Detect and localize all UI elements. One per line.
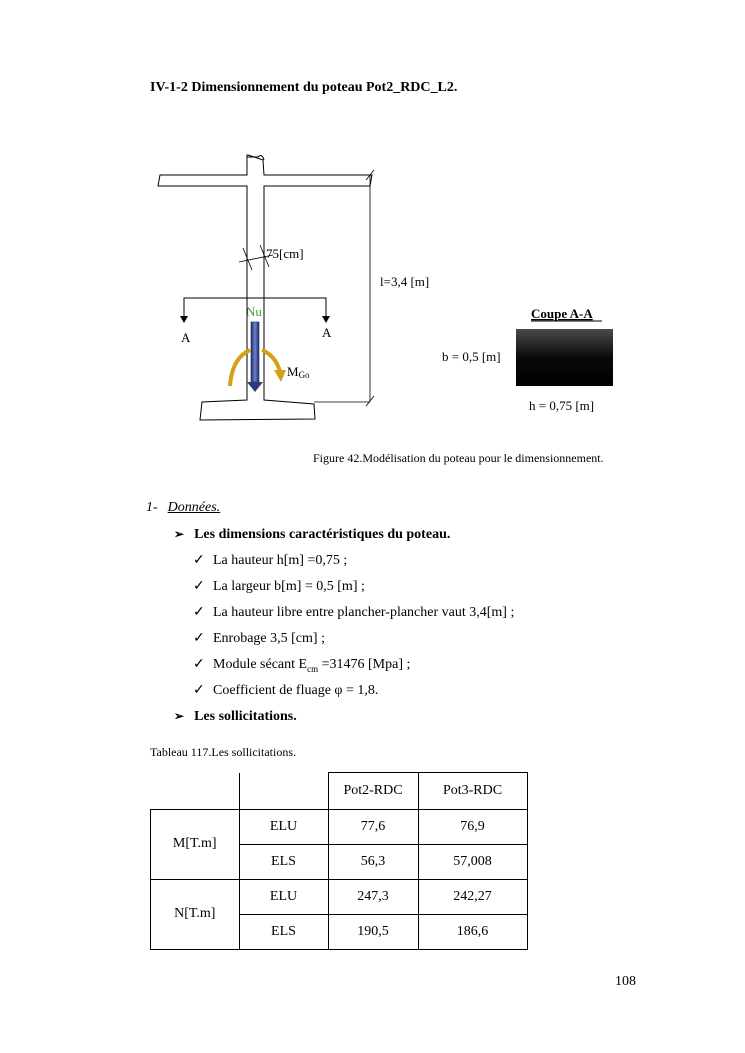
section-heading xyxy=(146,500,220,516)
check-item xyxy=(193,578,365,595)
module-value: =31476 [Mpa] ; xyxy=(318,657,411,672)
table-caption: Tableau 117.Les sollicitations. xyxy=(150,745,297,759)
check-item-label: Coefficient de fluage φ = 1,8. xyxy=(213,683,379,698)
check-item-label: La largeur b[m] = 0,5 [m] ; xyxy=(213,579,365,594)
section-mark-left: A xyxy=(181,330,191,345)
moment-arrow-head xyxy=(274,370,286,382)
bullet-sollicitations-label: Les sollicitations. xyxy=(194,709,297,724)
bullet-dimensions xyxy=(174,527,450,543)
check-icon: ✓ xyxy=(193,579,205,594)
column-header: Pot3-RDC xyxy=(418,773,527,810)
section-arrow-left xyxy=(180,316,188,323)
b-dimension-label: b = 0,5 [m] xyxy=(442,349,501,364)
table-header-row xyxy=(151,773,528,810)
module-label: Module sécant E xyxy=(213,657,308,672)
value-cell: 242,27 xyxy=(418,879,527,914)
section-title: Données. xyxy=(167,500,221,515)
page-number: 108 xyxy=(615,974,636,989)
value-cell: 76,9 xyxy=(418,809,527,844)
bullet-dimensions-label: Les dimensions caractéristiques du poteau. xyxy=(194,527,451,542)
section-mark-right: A xyxy=(322,325,332,340)
state-cell: ELU xyxy=(239,879,328,914)
cross-section xyxy=(516,329,613,386)
moment-arc-right xyxy=(262,350,280,372)
check-icon: ✓ xyxy=(193,605,205,620)
page-heading: IV-1-2 Dimensionnement du poteau Pot2_RDC_L2. xyxy=(150,80,458,95)
value-cell: 186,6 xyxy=(418,914,527,949)
sollicitations-table xyxy=(150,772,528,950)
check-item-label: La hauteur h[m] =0,75 ; xyxy=(213,553,348,568)
check-item xyxy=(193,682,378,699)
section-title: Coupe A-A xyxy=(531,306,593,321)
column-header: Pot2-RDC xyxy=(328,773,418,810)
column-outline xyxy=(158,155,372,420)
state-cell: ELU xyxy=(239,809,328,844)
force-arrow-shaft xyxy=(251,322,259,382)
row-group-label: N[T.m] xyxy=(151,879,240,949)
check-item-label: La hauteur libre entre plancher-plancher vaut 3,4[m] ; xyxy=(213,605,515,620)
module-subscript: cm xyxy=(307,663,319,674)
h-dimension-label: h = 0,75 [m] xyxy=(529,398,595,413)
value-cell: 77,6 xyxy=(328,809,418,844)
check-icon: ✓ xyxy=(193,683,205,698)
value-cell: 247,3 xyxy=(328,879,418,914)
check-item xyxy=(193,552,347,569)
row-group-label: M[T.m] xyxy=(151,809,240,879)
arrow-bullet-icon: ➢ xyxy=(174,527,185,541)
section-arrow-right xyxy=(322,316,330,323)
length-label: l=3,4 [m] xyxy=(380,274,430,289)
check-icon: ✓ xyxy=(193,553,205,568)
force-label: Nu xyxy=(246,304,262,319)
check-item-module xyxy=(193,656,410,674)
bullet-sollicitations xyxy=(174,709,297,725)
check-item xyxy=(193,630,325,647)
figure-caption: Figure 42.Modélisation du poteau pour le dimensionnement. xyxy=(313,451,604,465)
value-cell: 56,3 xyxy=(328,844,418,879)
check-item-label: Enrobage 3,5 [cm] ; xyxy=(213,631,325,646)
moment-label: MGo xyxy=(287,364,310,380)
width-label: 75[cm] xyxy=(266,246,304,261)
arrow-bullet-icon: ➢ xyxy=(174,709,185,723)
section-number: 1- xyxy=(146,500,158,515)
value-cell: 190,5 xyxy=(328,914,418,949)
check-icon: ✓ xyxy=(193,657,205,672)
check-item xyxy=(193,604,514,621)
check-icon: ✓ xyxy=(193,631,205,646)
force-arrow-head xyxy=(247,382,263,392)
state-cell: ELS xyxy=(239,914,328,949)
table-row xyxy=(151,879,528,914)
table-row xyxy=(151,809,528,844)
column-figure xyxy=(0,0,745,440)
value-cell: 57,008 xyxy=(418,844,527,879)
state-cell: ELS xyxy=(239,844,328,879)
